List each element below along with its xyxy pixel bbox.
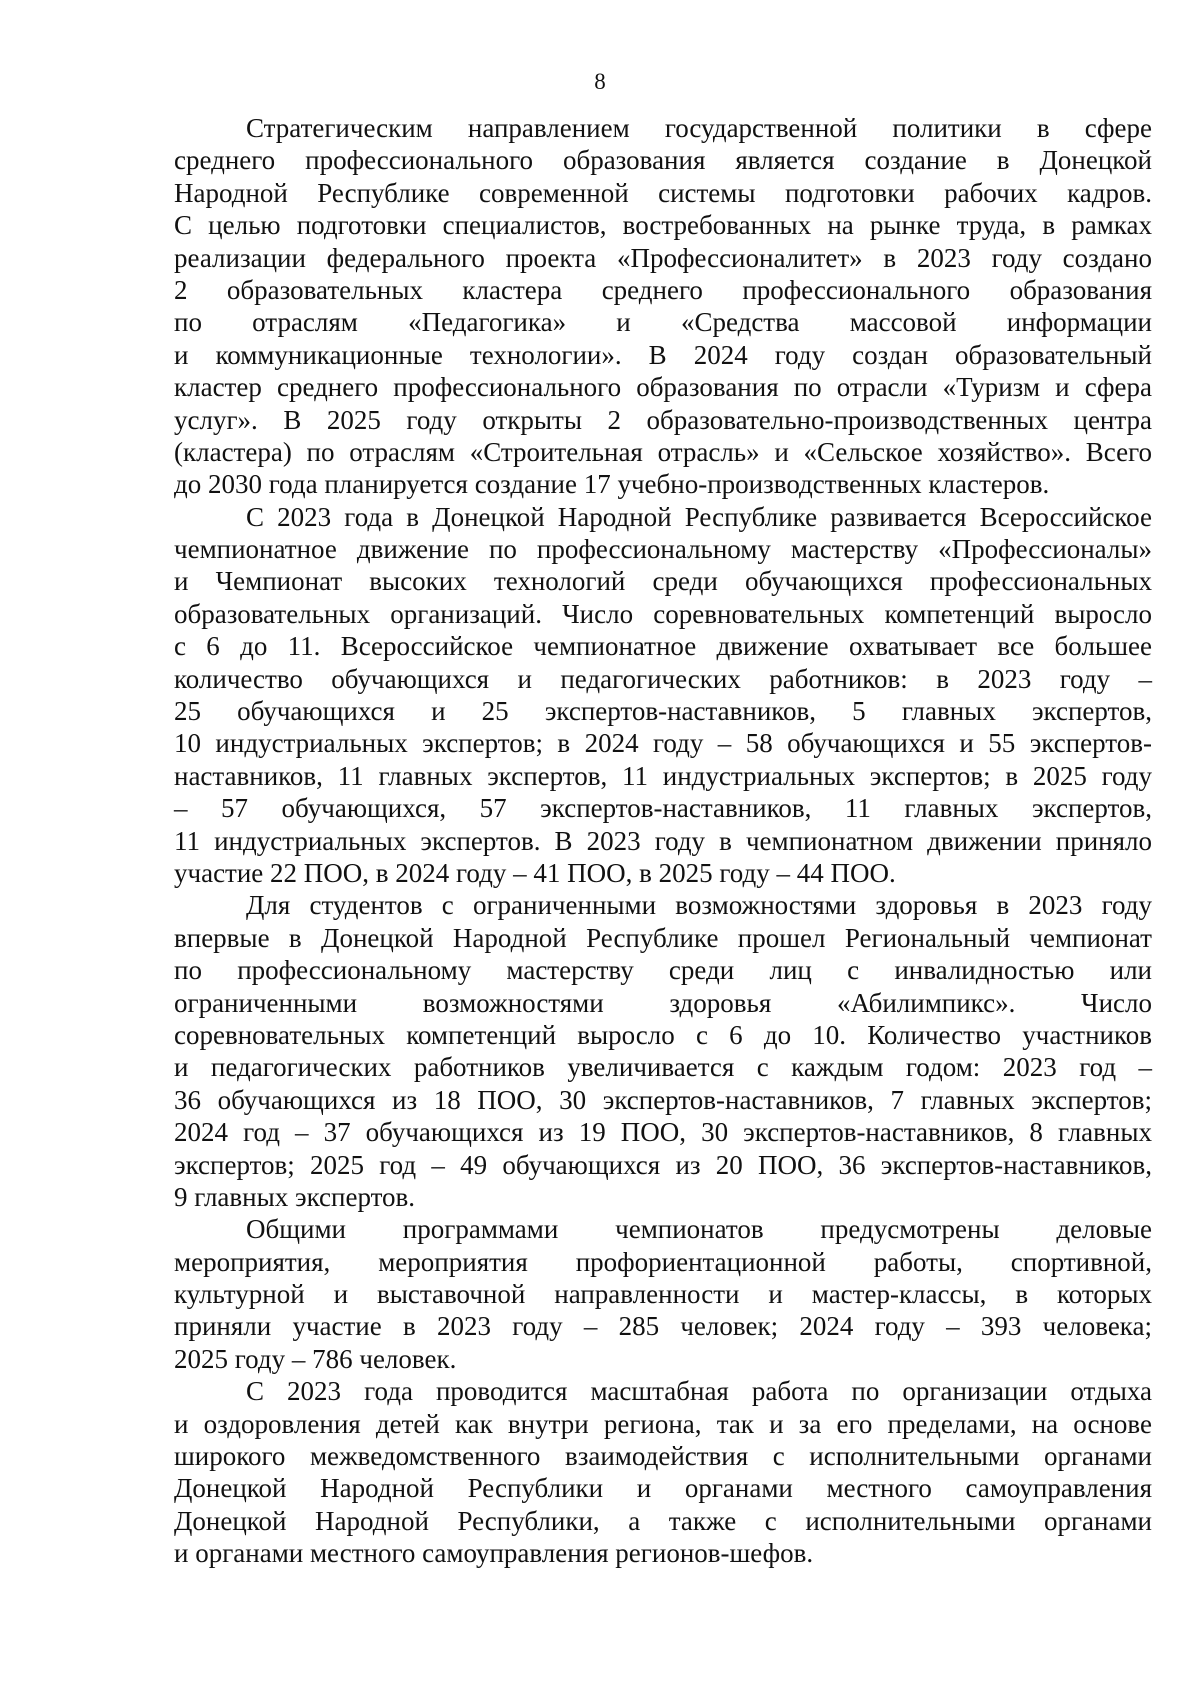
text-line: Донецкой Народной Республики и органами местного самоуправления <box>174 1473 1152 1504</box>
text-line: 11 индустриальных экспертов. В 2023 году в чемпионатном движении приняло <box>174 825 1152 856</box>
text-line: мероприятия, мероприятия профориентационной работы, спортивной, <box>174 1246 1152 1277</box>
text-line: – 57 обучающихся, 57 экспертов-наставников, 11 главных экспертов, <box>174 793 1152 824</box>
text-line: 2024 год – 37 обучающихся из 19 ПОО, 30 экспертов-наставников, 8 главных <box>174 1117 1152 1148</box>
text-line: 10 индустриальных экспертов; в 2024 году – 58 обучающихся и 55 экспертов- <box>174 728 1152 759</box>
text-line: (кластера) по отраслям «Строительная отрасль» и «Сельское хозяйство». Всего <box>174 436 1152 467</box>
text-line: и органами местного самоуправления регионов-шефов. <box>174 1538 814 1569</box>
text-line: образовательных организаций. Число соревновательных компетенций выросло <box>174 598 1152 629</box>
text-line: наставников, 11 главных экспертов, 11 индустриальных экспертов; в 2025 году <box>174 760 1152 791</box>
text-line: и оздоровления детей как внутри региона, так и за его пределами, на основе <box>174 1408 1152 1439</box>
text-line: по профессиональному мастерству среди лиц с инвалидностью или <box>174 955 1152 986</box>
text-line: 36 обучающихся из 18 ПОО, 30 экспертов-наставников, 7 главных экспертов; <box>174 1084 1152 1115</box>
text-line: и коммуникационные технологии». В 2024 году создан образовательный <box>174 339 1152 370</box>
text-line: С 2023 года в Донецкой Народной Республике развивается Всероссийское <box>246 501 1152 532</box>
text-line: с 6 до 11. Всероссийское чемпионатное движение охватывает все большее <box>174 631 1152 662</box>
text-line: впервые в Донецкой Народной Республике прошел Региональный чемпионат <box>174 922 1152 953</box>
text-line: Общими программами чемпионатов предусмотрены деловые <box>246 1214 1152 1245</box>
text-line: 2025 году – 786 человек. <box>174 1343 457 1374</box>
paragraph-championship-events <box>174 1213 1152 1375</box>
text-line: 25 обучающихся и 25 экспертов-наставников, 5 главных экспертов, <box>174 696 1152 727</box>
text-line: 9 главных экспертов. <box>174 1181 416 1212</box>
text-line: услуг». В 2025 году открыты 2 образовательно-производственных центра <box>174 404 1152 435</box>
text-line: культурной и выставочной направленности и мастер-классы, в которых <box>174 1279 1152 1310</box>
paragraph-abilympics <box>174 889 1152 1213</box>
paragraph-professionals-championship <box>174 501 1152 890</box>
text-line: количество обучающихся и педагогических работников: в 2023 году – <box>174 663 1152 694</box>
text-line: С 2023 года проводится масштабная работа по организации отдыха <box>246 1376 1152 1407</box>
paragraph-children-recreation <box>174 1375 1152 1569</box>
text-line: участие 22 ПОО, в 2024 году – 41 ПОО, в 2025 году – 44 ПОО. <box>174 857 896 888</box>
text-line: соревновательных компетенций выросло с 6 до 10. Количество участников <box>174 1019 1152 1050</box>
text-line: среднего профессионального образования является создание в Донецкой <box>174 145 1152 176</box>
text-line: широкого межведомственного взаимодействия с исполнительными органами <box>174 1441 1152 1472</box>
text-line: чемпионатное движение по профессиональному мастерству «Профессионалы» <box>174 534 1152 565</box>
text-line: до 2030 года планируется создание 17 учебно-производственных кластеров. <box>174 469 1050 500</box>
document-body <box>174 112 1152 1570</box>
text-line: кластер среднего профессионального образования по отрасли «Туризм и сфера <box>174 372 1152 403</box>
page-number: 8 <box>594 69 606 94</box>
text-line: экспертов; 2025 год – 49 обучающихся из 20 ПОО, 36 экспертов-наставников, <box>174 1149 1152 1180</box>
text-line: С целью подготовки специалистов, востребованных на рынке труда, в рамках <box>174 210 1152 241</box>
text-line: 2 образовательных кластера среднего профессионального образования <box>174 274 1152 305</box>
text-line: Стратегическим направлением государственной политики в сфере <box>246 113 1152 143</box>
text-line: Донецкой Народной Республики, а также с исполнительными органами <box>174 1505 1152 1536</box>
text-line: по отраслям «Педагогика» и «Средства массовой информации <box>174 307 1152 338</box>
text-line: ограниченными возможностями здоровья «Абилимпикс». Число <box>174 987 1152 1018</box>
text-line: приняли участие в 2023 году – 285 человек; 2024 году – 393 человека; <box>174 1311 1152 1342</box>
text-line: Для студентов с ограниченными возможностями здоровья в 2023 году <box>246 890 1152 921</box>
text-line: и Чемпионат высоких технологий среди обучающихся профессиональных <box>174 566 1152 597</box>
text-line: и педагогических работников увеличивается с каждым годом: 2023 год – <box>174 1052 1152 1083</box>
text-line: реализации федерального проекта «Профессионалитет» в 2023 году создано <box>174 242 1152 273</box>
text-line: Народной Республике современной системы подготовки рабочих кадров. <box>174 177 1152 208</box>
paragraph-vocational-clusters <box>174 112 1152 501</box>
